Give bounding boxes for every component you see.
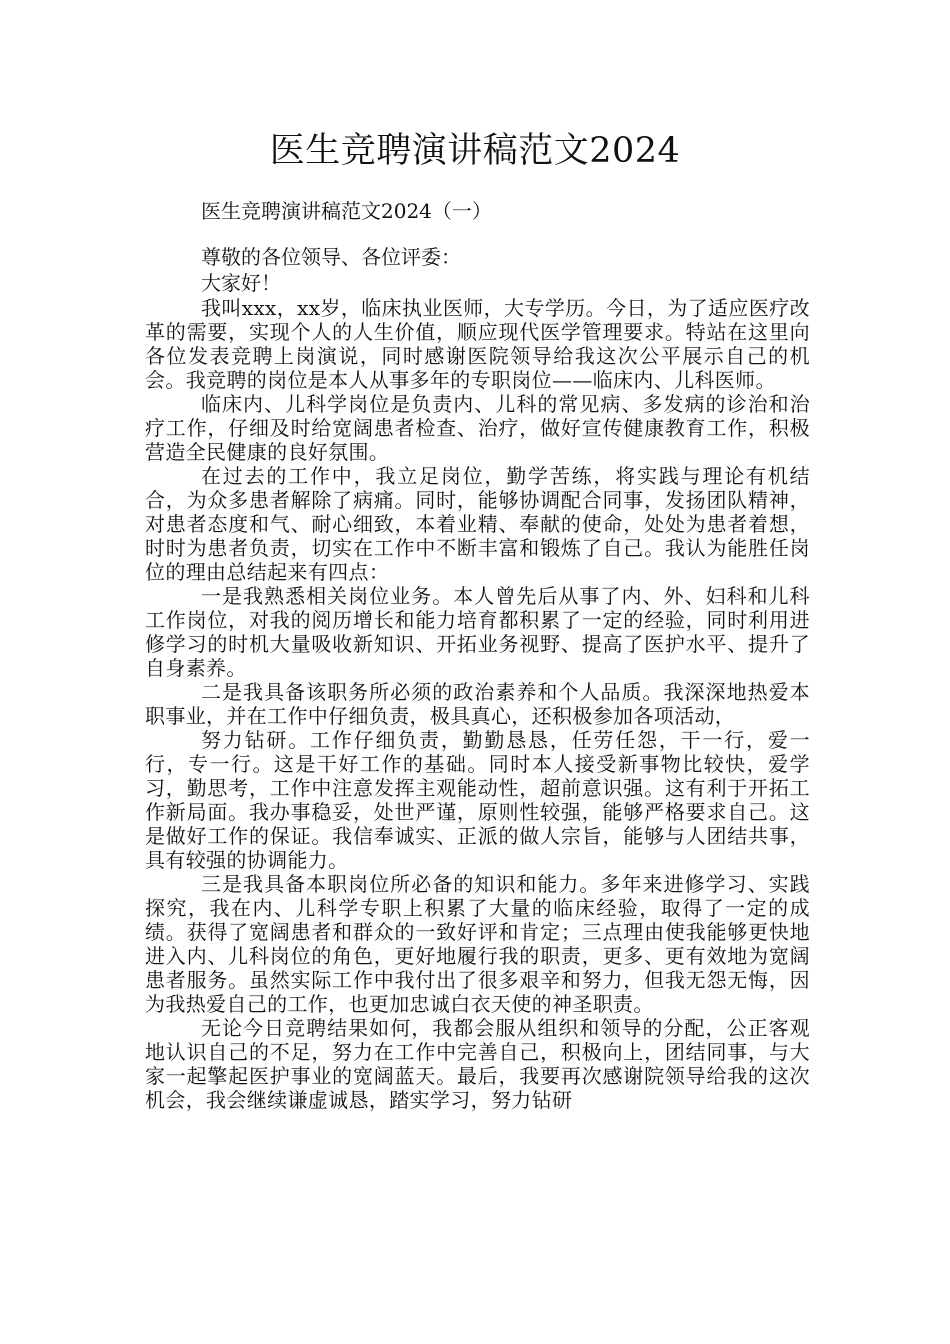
salutation: 尊敬的各位领导、各位评委：: [201, 245, 461, 269]
paragraph: 一是我熟悉相关岗位业务。本人曾先后从事了内、外、妇科和儿科工作岗位，对我的阅历增长和能力培育都积累了一定的经验，同时利用进修学习的时机大量吸收新知识、开拓业务视野、提高了医护水平、提升了自身素养。: [145, 584, 810, 680]
paragraph: 努力钻研。工作仔细负责，勤勤恳恳，任劳任怨，干一行，爱一行，专一行。这是干好工作的基础。同时本人接受新事物比较快，爱学习，勤思考，工作中注意发挥主观能动性，超前意识强。这有利于开拓工作新局面。我办事稳妥，处世严谨，原则性较强，能够严格要求自己。这是做好工作的保证。我信奉诚实、正派的做人宗旨，能够与人团结共事，具有较强的协调能力。: [145, 728, 810, 872]
document-title: 医生竞聘演讲稿范文2024: [269, 131, 681, 171]
paragraph: 我叫xxx，xx岁，临床执业医师，大专学历。今日，为了适应医疗改革的需要，实现个人的人生价值，顺应现代医学管理要求。特站在这里向各位发表竞聘上岗演说，同时感谢医院领导给我这次公平展示自己的机会。我竞聘的岗位是本人从事多年的专职岗位——临床内、儿科医师。: [145, 296, 810, 392]
greeting: 大家好！: [201, 271, 281, 295]
document-body: [145, 195, 810, 1112]
paragraph: 临床内、儿科学岗位是负责内、儿科的常见病、多发病的诊治和治疗工作，仔细及时给宽阔患者检查、治疗，做好宣传健康教育工作，积极营造全民健康的良好氛围。: [145, 392, 810, 464]
paragraph: 在过去的工作中，我立足岗位，勤学苦练，将实践与理论有机结合，为众多患者解除了病痛。同时，能够协调配合同事，发扬团队精神，对患者态度和气、耐心细致，本着业精、奉献的使命，处处为患者着想，时时为患者负责，切实在工作中不断丰富和锻炼了自己。我认为能胜任岗位的理由总结起来有四点：: [145, 464, 810, 584]
paragraph: 三是我具备本职岗位所必备的知识和能力。多年来进修学习、实践探究，我在内、儿科学专职上积累了大量的临床经验，取得了一定的成绩。获得了宽阔患者和群众的一致好评和肯定；三点理由使我能够更快地进入内、儿科岗位的角色，更好地履行我的职责，更多、更有效地为宽阔患者服务。虽然实际工作中我付出了很多艰辛和努力，但我无怨无悔，因为我热爱自己的工作，也更加忠诚白衣天使的神圣职责。: [145, 872, 810, 1016]
paragraph: 二是我具备该职务所必须的政治素养和个人品质。我深深地热爱本职事业，并在工作中仔细负责，极具真心，还积极参加各项活动，: [145, 680, 810, 728]
section-subtitle: 医生竞聘演讲稿范文2024（一）: [201, 199, 492, 223]
paragraph: 无论今日竞聘结果如何，我都会服从组织和领导的分配，公正客观地认识自己的不足，努力在工作中完善自己，积极向上，团结同事，与大家一起擎起医护事业的宽阔蓝天。最后，我要再次感谢院领导给我的这次机会，我会继续谦虚诚恳，踏实学习，努力钻研: [145, 1016, 810, 1112]
